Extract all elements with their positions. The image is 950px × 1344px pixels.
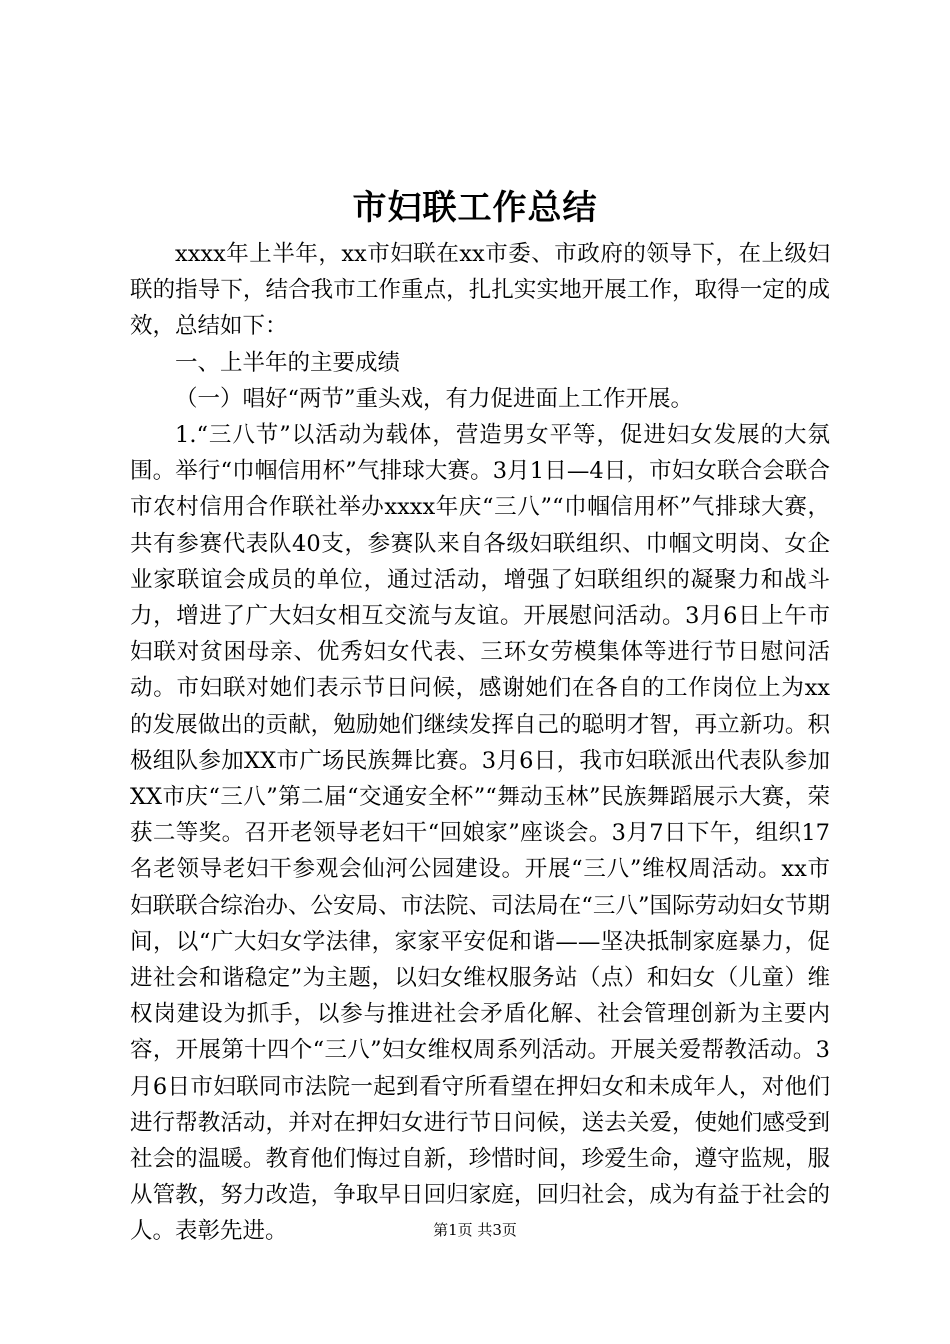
document-body	[130, 236, 830, 1250]
document-title: 市妇联工作总结	[352, 188, 598, 228]
page-footer: 第1页 共3页	[433, 1221, 517, 1239]
intro-paragraph: xxxx年上半年，xx市妇联在xx市委、市政府的领导下，在上级妇联的指导下，结合我市工作重点，扎扎实实地开展工作，取得一定的成效，总结如下：	[130, 241, 830, 340]
subsection-heading: （一）唱好“两节”重头戏，有力促进面上工作开展。	[175, 385, 694, 412]
body-paragraph: 1.“三八节”以活动为载体，营造男女平等，促进妇女发展的大氛围。举行“巾帼信用杯”气排球大赛。3月1日—4日，市妇女联合会联合市农村信用合作联社举办xxxx年庆“三八”“巾帼信用杯”气排球大赛，共有参赛代表队40支，参赛队来自各级妇联组织、巾帼文明岗、女企业家联谊会成员的单位，通过活动，增强了妇联组织的凝聚力和战斗力，增进了广大妇女相互交流与友谊。开展慰问活动。3月6日上午市妇联对贫困母亲、优秀妇女代表、三环女劳模集体等进行节日慰问活动。市妇联对她们表示节日问候，感谢她们在各自的工作岗位上为xx的发展做出的贡献，勉励她们继续发挥自己的聪明才智，再立新功。积极组队参加XX市广场民族舞比赛。3月6日，我市妇联派出代表队参加XX市庆“三八”第二届“交通安全杯”“舞动玉林”民族舞蹈展示大赛，荣获二等奖。召开老领导老妇干“回娘家”座谈会。3月7日下午，组织17名老领导老妇干参观会仙河公园建设。开展“三八”维权周活动。xx市妇联联合综治办、公安局、市法院、司法局在“三八”国际劳动妇女节期间，以“广大妇女学法律，家家平安促和谐——坚决抵制家庭暴力，促进社会和谐稳定”为主题，以妇女维权服务站（点）和妇女（儿童）维权岗建设为抓手，以参与推进社会矛盾化解、社会管理创新为主要内容，开展第十四个“三八”妇女维权周系列活动。开展关爱帮教活动。3月6日市妇联同市法院一起到看守所看望在押妇女和未成年人，对他们进行帮教活动，并对在押妇女进行节日问候，送去关爱，使她们感受到社会的温暖。教育他们悔过自新，珍惜时间，珍爱生命，遵守监规，服从管教，努力改造，争取早日回归家庭，回归社会，成为有益于社会的人。表彰先进。	[130, 422, 830, 1245]
section-heading: 一、上半年的主要成绩	[175, 349, 401, 376]
